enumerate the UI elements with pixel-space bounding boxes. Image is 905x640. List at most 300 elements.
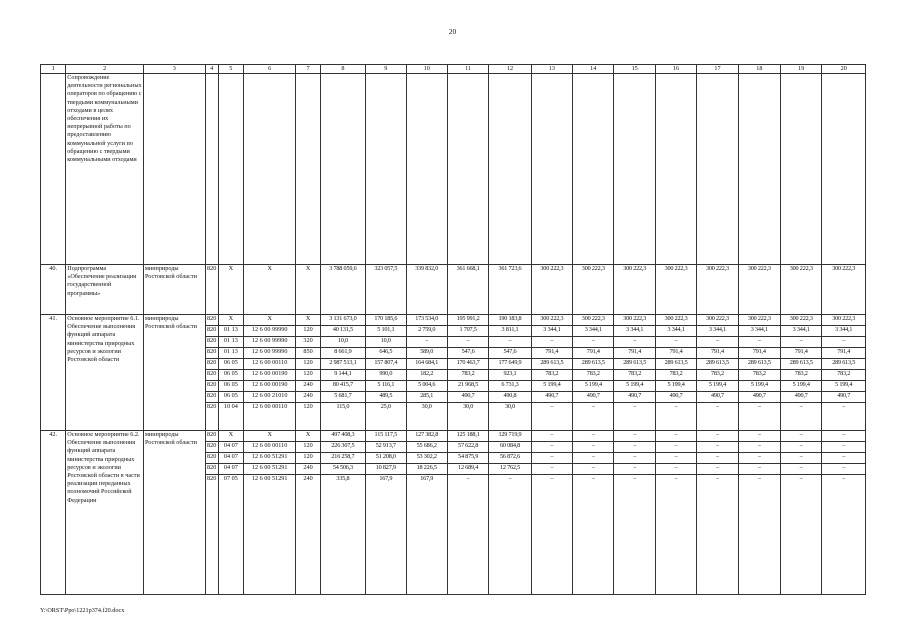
amount-cell: 57 622,8 [447,442,488,453]
amount-cell: – [738,475,780,595]
amount-cell: 791,4 [573,348,614,359]
budget-table [40,64,866,595]
amount-cell: 10 827,9 [366,464,406,475]
amount-cell: – [531,453,572,464]
amount-cell: – [822,442,866,453]
amount-cell: 164 684,1 [406,359,447,370]
amount-cell: 289 613,5 [697,359,738,370]
amount-cell: 791,4 [531,348,572,359]
amount-cell: 289 613,5 [738,359,780,370]
amount-cell: – [614,442,655,453]
executor: минприроды Ростовской области [143,315,205,431]
amount-cell: 490,7 [614,392,655,403]
amount-cell: 783,2 [697,370,738,381]
amount-cell: 791,4 [655,348,696,359]
amount-cell: – [781,431,822,442]
code-cell: 120 [296,442,320,453]
amount-cell: 5 116,1 [366,381,406,392]
amount-cell: 54 506,3 [320,464,365,475]
code-cell: 820 [205,464,218,475]
amount-cell: – [655,337,696,348]
header-cell: 20 [822,65,866,74]
amount-cell: 589,0 [406,348,447,359]
amount-cell: – [573,464,614,475]
amount-cell: 3 344,1 [531,326,572,337]
amount-cell: – [781,464,822,475]
amount-cell: 783,2 [822,370,866,381]
amount-cell: 3 788 059,6 [320,265,365,315]
amount-cell: 5 199,4 [738,381,780,392]
code-cell: 06 05 [218,392,243,403]
amount-cell: 547,6 [447,348,488,359]
amount-cell: 783,2 [447,370,488,381]
amount-cell: – [781,442,822,453]
amount-cell: – [781,403,822,431]
amount-cell: 173 534,0 [406,315,447,326]
amount-cell: 646,5 [366,348,406,359]
amount-cell: 55 686,2 [406,442,447,453]
amount-cell: 300 222,3 [655,315,696,326]
amount-cell: 157 807,4 [366,359,406,370]
empty-cell [655,74,696,265]
amount-cell: 5 199,4 [697,381,738,392]
amount-cell: 300 222,3 [822,315,866,326]
code-cell: 01 13 [218,348,243,359]
amount-cell: 490,7 [697,392,738,403]
amount-cell: – [614,453,655,464]
amount-cell: 216 258,7 [320,453,365,464]
amount-cell: – [697,442,738,453]
amount-cell: 3 344,1 [822,326,866,337]
code-cell: 07 05 [218,475,243,595]
empty-cell [573,74,614,265]
header-cell: 7 [296,65,320,74]
amount-cell: – [531,475,572,595]
header-cell: 18 [738,65,780,74]
amount-cell: 60 084,8 [489,442,531,453]
amount-cell: 3 344,1 [614,326,655,337]
amount-cell: 51 208,0 [366,453,406,464]
empty-cell [614,74,655,265]
amount-cell: 300 222,3 [614,265,655,315]
row-number-cell [41,74,66,265]
continuation-name-cell: Сопровождение деятельности региональных операторов по обращению с твердыми коммунальными отходами в целях обеспечения их непрерывной работы по предоставлению коммунальной услуги по обращению с твердыми коммунальными отходами [66,74,144,265]
amount-cell: 115 117,5 [366,431,406,442]
amount-cell: 289 613,5 [781,359,822,370]
amount-cell: 300 222,3 [614,315,655,326]
amount-cell: 289 613,5 [655,359,696,370]
code-cell: Х [243,431,296,442]
amount-cell: 300 222,3 [697,265,738,315]
code-cell: 12 6 00 00190 [243,381,296,392]
amount-cell: 129 719,9 [489,431,531,442]
amount-cell: – [781,337,822,348]
amount-cell: – [447,337,488,348]
amount-cell: 170 185,6 [366,315,406,326]
row-number: 40. [41,265,66,315]
amount-cell: 300 222,3 [573,315,614,326]
code-cell: Х [218,265,243,315]
amount-cell: 2 987 513,1 [320,359,365,370]
amount-cell: – [447,475,488,595]
code-cell: 12 6 00 00110 [243,359,296,370]
amount-cell: 3 344,1 [573,326,614,337]
code-cell: 120 [296,453,320,464]
amount-cell: – [655,442,696,453]
amount-cell: 5 199,4 [781,381,822,392]
code-cell: 820 [205,326,218,337]
amount-cell: 490,7 [822,392,866,403]
amount-cell: 12 689,4 [447,464,488,475]
empty-cell [697,74,738,265]
amount-cell: 490,7 [738,392,780,403]
row-number: 41. [41,315,66,431]
amount-cell: 5 199,4 [531,381,572,392]
amount-cell: – [822,403,866,431]
amount-cell: 490,7 [573,392,614,403]
amount-cell: 54 875,9 [447,453,488,464]
amount-cell: 783,2 [781,370,822,381]
amount-cell: 783,2 [614,370,655,381]
header-cell: 6 [243,65,296,74]
amount-cell: 125 188,1 [447,431,488,442]
code-cell: 12 6 00 21010 [243,392,296,403]
amount-cell: 226 307,5 [320,442,365,453]
code-cell: 04 07 [218,442,243,453]
amount-cell: – [697,403,738,431]
empty-cell [447,74,488,265]
amount-cell: 30,0 [406,403,447,431]
header-cell: 5 [218,65,243,74]
empty-cell [205,74,218,265]
amount-cell: 300 222,3 [655,265,696,315]
amount-cell: 3 344,1 [781,326,822,337]
code-cell: Х [243,315,296,326]
amount-cell: 177 649,9 [489,359,531,370]
code-cell: 04 07 [218,453,243,464]
amount-cell: 361 668,1 [447,265,488,315]
amount-cell: 25,0 [366,403,406,431]
amount-cell: 289 613,5 [822,359,866,370]
code-cell: 12 6 00 51291 [243,475,296,595]
amount-cell: 339 832,0 [406,265,447,315]
amount-cell: 5 199,4 [614,381,655,392]
amount-cell: 6 731,3 [489,381,531,392]
amount-cell: – [697,464,738,475]
amount-cell: – [655,431,696,442]
code-cell: Х [218,431,243,442]
header-cell: 11 [447,65,488,74]
amount-cell: 195 991,2 [447,315,488,326]
amount-cell: 490,7 [531,392,572,403]
code-cell: 12 6 00 99990 [243,326,296,337]
code-cell: 04 07 [218,464,243,475]
code-cell: 12 6 00 51291 [243,464,296,475]
code-cell: 12 6 00 51291 [243,453,296,464]
amount-cell: 56 872,6 [489,453,531,464]
amount-cell: 490,7 [655,392,696,403]
amount-cell: 490,7 [447,392,488,403]
amount-cell: 300 222,3 [738,315,780,326]
amount-cell: – [531,403,572,431]
empty-cell [243,74,296,265]
amount-cell: 490,7 [781,392,822,403]
amount-cell: 791,4 [781,348,822,359]
amount-cell: – [614,403,655,431]
code-cell: 12 6 00 00110 [243,442,296,453]
code-cell: 06 05 [218,381,243,392]
code-cell: 320 [296,337,320,348]
empty-cell [738,74,780,265]
code-cell: 12 6 00 00190 [243,370,296,381]
amount-cell: – [822,475,866,595]
amount-cell: – [614,431,655,442]
amount-cell: 300 222,3 [573,265,614,315]
amount-cell: 3 344,1 [697,326,738,337]
code-cell: 820 [205,403,218,431]
amount-cell: 783,2 [573,370,614,381]
code-cell: 10 04 [218,403,243,431]
amount-cell: 490,8 [489,392,531,403]
code-cell: 820 [205,431,218,442]
amount-cell: 300 222,3 [822,265,866,315]
table-row [41,315,866,326]
amount-cell: 190 183,8 [489,315,531,326]
amount-cell: 547,6 [489,348,531,359]
amount-cell: 5 199,4 [822,381,866,392]
file-path-footer: Y:\ORST\Ppo\1221p374.f20.docx [40,607,125,614]
amount-cell: 80 415,7 [320,381,365,392]
header-cell: 15 [614,65,655,74]
empty-cell [781,74,822,265]
row-number: 42. [41,431,66,595]
continuation-row [41,74,866,265]
code-cell: 820 [205,370,218,381]
amount-cell: 5 004,6 [406,381,447,392]
amount-cell: 783,2 [655,370,696,381]
code-cell: 240 [296,392,320,403]
amount-cell: 3 811,1 [489,326,531,337]
amount-cell: 52 913,7 [366,442,406,453]
header-cell: 1 [41,65,66,74]
amount-cell: 167,9 [366,475,406,595]
amount-cell: 361 723,6 [489,265,531,315]
amount-cell: – [738,337,780,348]
amount-cell: – [573,337,614,348]
amount-cell: – [697,453,738,464]
amount-cell: 923,1 [489,370,531,381]
code-cell: 820 [205,359,218,370]
code-cell: 06 05 [218,370,243,381]
amount-cell: 289 613,5 [614,359,655,370]
amount-cell: – [781,475,822,595]
table-body [41,65,866,595]
empty-cell [366,74,406,265]
amount-cell: – [614,337,655,348]
code-cell: 12 6 00 99990 [243,337,296,348]
header-cell: 4 [205,65,218,74]
executor: минприроды Ростовской области [143,265,205,315]
amount-cell: 300 222,3 [531,315,572,326]
amount-cell: 170 463,7 [447,359,488,370]
amount-cell: 53 302,2 [406,453,447,464]
amount-cell: 5 101,1 [366,326,406,337]
amount-cell: – [489,475,531,595]
amount-cell: – [531,431,572,442]
empty-cell [406,74,447,265]
code-cell: 820 [205,475,218,595]
amount-cell: 9 144,1 [320,370,365,381]
header-row [41,65,866,74]
header-cell: 8 [320,65,365,74]
header-cell: 14 [573,65,614,74]
header-cell: 16 [655,65,696,74]
empty-cell [320,74,365,265]
amount-cell: 40 131,5 [320,326,365,337]
amount-cell: 300 222,3 [781,315,822,326]
amount-cell: – [738,464,780,475]
amount-cell: 335,8 [320,475,365,595]
amount-cell: – [822,431,866,442]
code-cell: 12 6 00 99990 [243,348,296,359]
amount-cell: 30,0 [489,403,531,431]
header-cell: 17 [697,65,738,74]
amount-cell: – [822,337,866,348]
amount-cell: – [614,464,655,475]
amount-cell: 10,0 [320,337,365,348]
code-cell: Х [296,265,320,315]
header-cell: 12 [489,65,531,74]
header-cell: 10 [406,65,447,74]
amount-cell: 127 382,8 [406,431,447,442]
amount-cell: 3 344,1 [738,326,780,337]
code-cell: 820 [205,453,218,464]
amount-cell: – [738,403,780,431]
amount-cell: 300 222,3 [738,265,780,315]
empty-cell [489,74,531,265]
header-cell: 19 [781,65,822,74]
amount-cell: – [614,475,655,595]
amount-cell: – [655,403,696,431]
amount-cell: 5 199,4 [655,381,696,392]
header-cell: 3 [143,65,205,74]
amount-cell: 791,4 [738,348,780,359]
table-row [41,265,866,315]
amount-cell: 115,0 [320,403,365,431]
page-number: 20 [448,27,457,36]
amount-cell: 497 408,3 [320,431,365,442]
code-cell: 820 [205,442,218,453]
program-name: Основное мероприятие 6.2. Обеспечение выполнения функций аппарата министерства природных ресурсов и экологии Ростовской области в части реализации переданных полномочий Российской Федерации [66,431,144,595]
amount-cell: – [531,442,572,453]
code-cell: 120 [296,326,320,337]
amount-cell: – [697,337,738,348]
amount-cell: 8 661,9 [320,348,365,359]
amount-cell: – [697,475,738,595]
amount-cell: – [531,337,572,348]
amount-cell: 167,9 [406,475,447,595]
amount-cell: 182,2 [406,370,447,381]
amount-cell: – [655,453,696,464]
amount-cell: – [573,475,614,595]
amount-cell: 990,0 [366,370,406,381]
code-cell: 240 [296,381,320,392]
code-cell: 240 [296,464,320,475]
amount-cell: 289 613,5 [573,359,614,370]
header-cell: 2 [66,65,144,74]
code-cell: 820 [205,337,218,348]
program-name: Подпрограмма «Обеспечение реализации государственной программы» [66,265,144,315]
amount-cell: 5 681,7 [320,392,365,403]
amount-cell: 300 222,3 [697,315,738,326]
amount-cell: 3 131 673,0 [320,315,365,326]
amount-cell: – [738,442,780,453]
amount-cell: 489,5 [366,392,406,403]
amount-cell: – [738,431,780,442]
amount-cell: – [573,442,614,453]
amount-cell: 30,0 [447,403,488,431]
amount-cell: – [781,453,822,464]
empty-cell [218,74,243,265]
table-row [41,431,866,442]
code-cell: 12 6 00 00110 [243,403,296,431]
code-cell: 120 [296,359,320,370]
code-cell: 820 [205,315,218,326]
code-cell: Х [218,315,243,326]
amount-cell: – [822,453,866,464]
executor: минприроды Ростовской области [143,431,205,595]
amount-cell: 3 344,1 [655,326,696,337]
amount-cell: – [573,403,614,431]
amount-cell: 10,0 [366,337,406,348]
amount-cell: – [489,337,531,348]
code-cell: 240 [296,475,320,595]
amount-cell: 323 057,5 [366,265,406,315]
code-cell: 820 [205,381,218,392]
code-cell: 820 [205,348,218,359]
amount-cell: – [531,464,572,475]
amount-cell: 791,4 [822,348,866,359]
amount-cell: 2 759,0 [406,326,447,337]
code-cell: Х [243,265,296,315]
empty-cell [296,74,320,265]
code-cell: 01 13 [218,326,243,337]
amount-cell: – [738,453,780,464]
empty-cell [822,74,866,265]
amount-cell: – [406,337,447,348]
code-cell: Х [296,315,320,326]
amount-cell: – [573,431,614,442]
empty-cell [531,74,572,265]
amount-cell: 12 762,5 [489,464,531,475]
amount-cell: 783,2 [531,370,572,381]
code-cell: 01 13 [218,337,243,348]
amount-cell: 783,2 [738,370,780,381]
header-cell: 9 [366,65,406,74]
code-cell: 120 [296,403,320,431]
amount-cell: – [573,453,614,464]
amount-cell: 300 222,3 [781,265,822,315]
amount-cell: 18 226,5 [406,464,447,475]
amount-cell: – [655,464,696,475]
code-cell: 820 [205,392,218,403]
amount-cell: – [822,464,866,475]
amount-cell: 791,4 [697,348,738,359]
amount-cell: 1 707,5 [447,326,488,337]
header-cell: 13 [531,65,572,74]
amount-cell: 5 199,4 [573,381,614,392]
amount-cell: 791,4 [614,348,655,359]
